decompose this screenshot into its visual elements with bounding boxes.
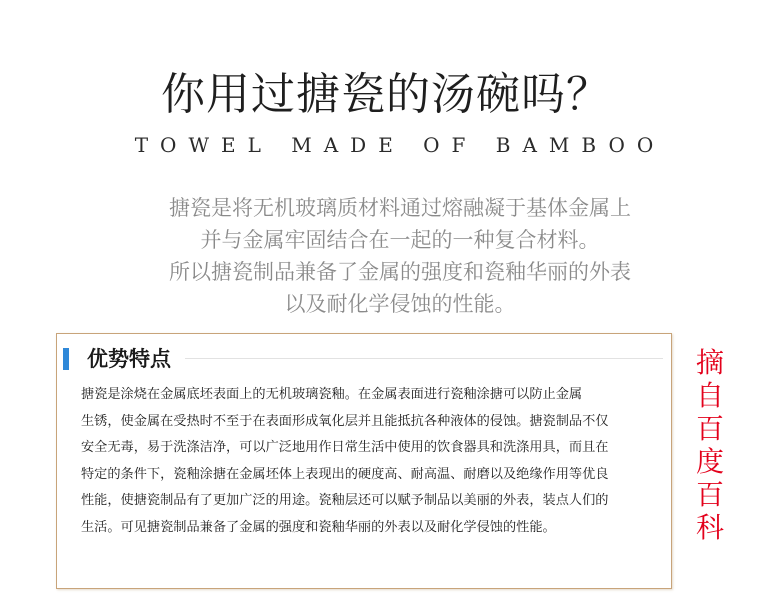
source-char: 摘 bbox=[695, 346, 724, 379]
body-line: 特定的条件下，瓷釉涂搪在金属坯体上表现出的硬度高、耐高温、耐磨以及绝缘作用等优良 bbox=[81, 466, 609, 482]
advantages-card bbox=[56, 333, 672, 589]
header-divider bbox=[185, 358, 663, 359]
page-subtitle: TOWEL MADE OF BAMBOO bbox=[134, 133, 666, 157]
card-body bbox=[81, 382, 681, 541]
card-title: 优势特点 bbox=[87, 347, 171, 371]
body-line: 搪瓷是涂烧在金属底坯表面上的无机玻璃瓷釉。在金属表面进行瓷釉涂搪可以防止金属 bbox=[81, 387, 583, 402]
source-char: 自 bbox=[695, 379, 724, 412]
source-note bbox=[690, 346, 730, 544]
source-char: 百 bbox=[695, 478, 724, 511]
intro-line: 搪瓷是将无机玻璃质材料通过熔融凝于基体金属上 bbox=[169, 196, 631, 220]
intro-line: 并与金属牢固结合在一起的一种复合材料。 bbox=[200, 228, 600, 252]
body-line: 性能，使搪瓷制品有了更加广泛的用途。瓷釉层还可以赋予制品以美丽的外表，装点人们的 bbox=[81, 493, 609, 508]
body-line: 生活。可见搪瓷制品兼备了金属的强度和瓷釉华丽的外表以及耐化学侵蚀的性能。 bbox=[81, 519, 556, 535]
intro-line: 以及耐化学侵蚀的性能。 bbox=[284, 292, 516, 316]
source-char: 度 bbox=[695, 445, 724, 478]
page-title: 你用过搪瓷的汤碗吗？ bbox=[161, 69, 611, 120]
intro-paragraph bbox=[0, 192, 772, 320]
accent-bar bbox=[63, 348, 69, 370]
body-line: 安全无毒，易于洗涤洁净，可以广泛地用作日常生活中使用的饮食器具和洗涤用具，而且在 bbox=[81, 440, 609, 455]
source-char: 百 bbox=[695, 412, 724, 445]
source-char: 科 bbox=[695, 511, 724, 544]
body-line: 生锈，使金属在受热时不至于在表面形成氧化层并且能抵抗各种液体的侵蚀。搪瓷制品不仅 bbox=[81, 413, 609, 429]
intro-line: 所以搪瓷制品兼备了金属的强度和瓷釉华丽的外表 bbox=[169, 260, 631, 284]
